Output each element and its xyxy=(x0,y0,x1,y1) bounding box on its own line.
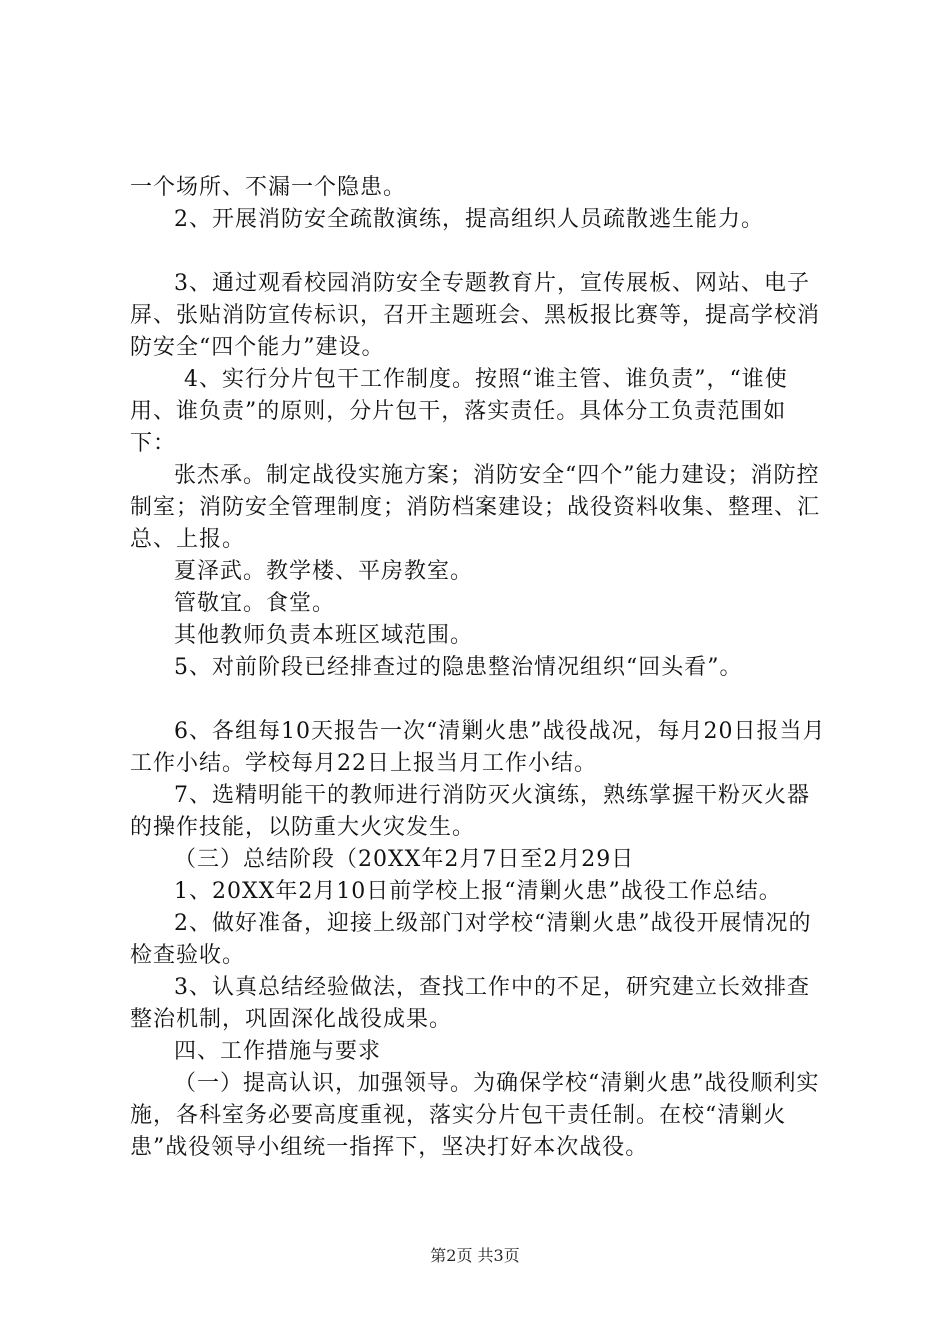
paragraph: 4、实行分片包干工作制度。按照“谁主管、谁负责”，“谁使用、谁负责”的原则，分片包干，落实责任。具体分工负责范围如下： xyxy=(130,367,788,456)
paragraph: 6、各组每10天报告一次“清剿火患”战役战况，每月20日报当月工作小结。学校每月22日上报当月工作小结。 xyxy=(130,719,826,776)
paragraph: 2、开展消防安全疏散演练，提高组织人员疏散逃生能力。 xyxy=(174,207,764,232)
paragraph: 2、做好准备，迎接上级部门对学校“清剿火患”战役开展情况的检查验收。 xyxy=(130,911,812,968)
paragraph: 3、通过观看校园消防安全专题教育片，宣传展板、网站、电子屏、张贴消防宣传标识，召开主题班会、黑板报比赛等，提高学校消防安全“四个能力”建设。 xyxy=(130,271,821,360)
paragraph: 3、认真总结经验做法，查找工作中的不足，研究建立长效排查整治机制，巩固深化战役成果。 xyxy=(130,975,810,1032)
document-body xyxy=(130,172,830,1164)
section-heading: 四、工作措施与要求 xyxy=(174,1039,382,1064)
paragraph: 夏泽武。教学楼、平房教室。 xyxy=(174,559,474,584)
paragraph: 一个场所、不漏一个隐患。 xyxy=(130,175,407,200)
paragraph: 张杰承。制定战役实施方案；消防安全“四个”能力建设；消防控制室；消防安全管理制度；消防档案建设；战役资料收集、整理、汇总、上报。 xyxy=(130,463,821,552)
page-number-footer: 第2页 共3页 xyxy=(430,1246,520,1265)
paragraph: 7、选精明能干的教师进行消防灭火演练，熟练掌握干粉灭火器的操作技能，以防重大火灾发生。 xyxy=(130,783,810,840)
paragraph: （一）提高认识，加强领导。为确保学校“清剿火患”战役顺利实施，各科室务必要高度重视，落实分片包干责任制。在校“清剿火患”战役领导小组统一指挥下，坚决打好本次战役。 xyxy=(130,1071,820,1160)
paragraph: 1、20XX年2月10日前学校上报“清剿火患”战役工作总结。 xyxy=(174,879,782,904)
paragraph: 其他教师负责本班区域范围。 xyxy=(174,623,474,648)
section-heading: （三）总结阶段（20XX年2月7日至2月29日 xyxy=(174,847,635,872)
paragraph: 5、对前阶段已经排查过的隐患整治情况组织“回头看”。 xyxy=(174,655,743,680)
paragraph: 管敬宜。食堂。 xyxy=(174,591,336,616)
